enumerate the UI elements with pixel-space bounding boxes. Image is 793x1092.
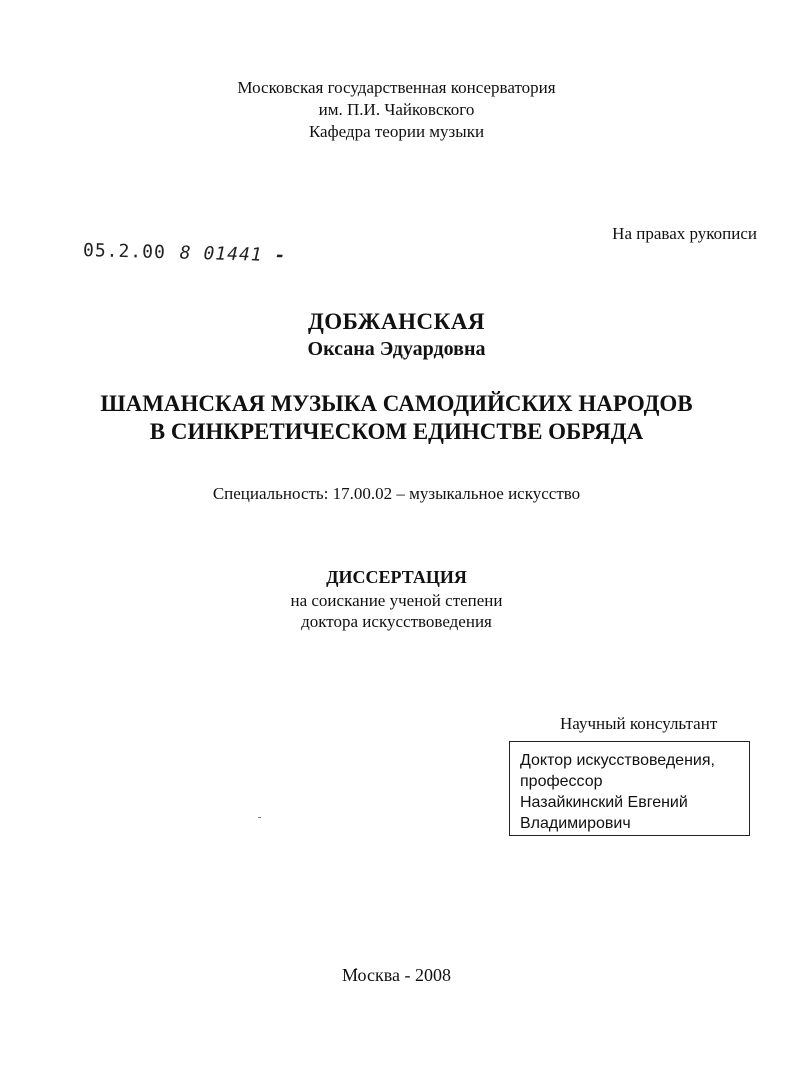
- library-stamp: [83, 240, 287, 266]
- rights-note: На правах рукописи: [612, 224, 757, 243]
- city-year: Москва - 2008: [342, 965, 451, 985]
- consultant-name: Назайкинский Евгений: [520, 794, 688, 811]
- dissertation-title-line-1: ШАМАНСКАЯ МУЗЫКА САМОДИЙСКИХ НАРОДОВ: [100, 391, 693, 416]
- consultant-degree: Доктор искусствоведения,: [520, 752, 715, 769]
- dissertation-title-line-2: В СИНКРЕТИЧЕСКОМ ЕДИНСТВЕ ОБРЯДА: [149, 419, 644, 444]
- institution-honorific: им. П.И. Чайковского: [318, 100, 475, 119]
- dissertation-degree-line-1: на соискание ученой степени: [290, 591, 503, 610]
- department-name: Кафедра теории музыки: [308, 122, 485, 141]
- dissertation-degree-line-2: доктора искусствоведения: [301, 612, 492, 631]
- stamp-code: 05.2.00: [82, 240, 167, 264]
- author-first-names: Оксана Эдуардовна: [307, 338, 486, 360]
- specialty: Специальность: 17.00.02 – музыкальное искусство: [212, 484, 581, 503]
- dissertation-heading: ДИССЕРТАЦИЯ: [326, 567, 467, 587]
- author-last-name: ДОБЖАНСКАЯ: [307, 309, 486, 334]
- consultant-patronymic: Владимирович: [520, 815, 631, 832]
- scan-speck: [258, 817, 261, 818]
- consultant-title: профессор: [520, 773, 603, 790]
- consultant-label: Научный консультант: [560, 714, 718, 733]
- institution-name: Московская государственная консерватория: [237, 78, 556, 97]
- stamp-number: 8 01441: [179, 242, 263, 266]
- consultant-box: [509, 741, 750, 836]
- stamp-tail: -: [274, 245, 287, 267]
